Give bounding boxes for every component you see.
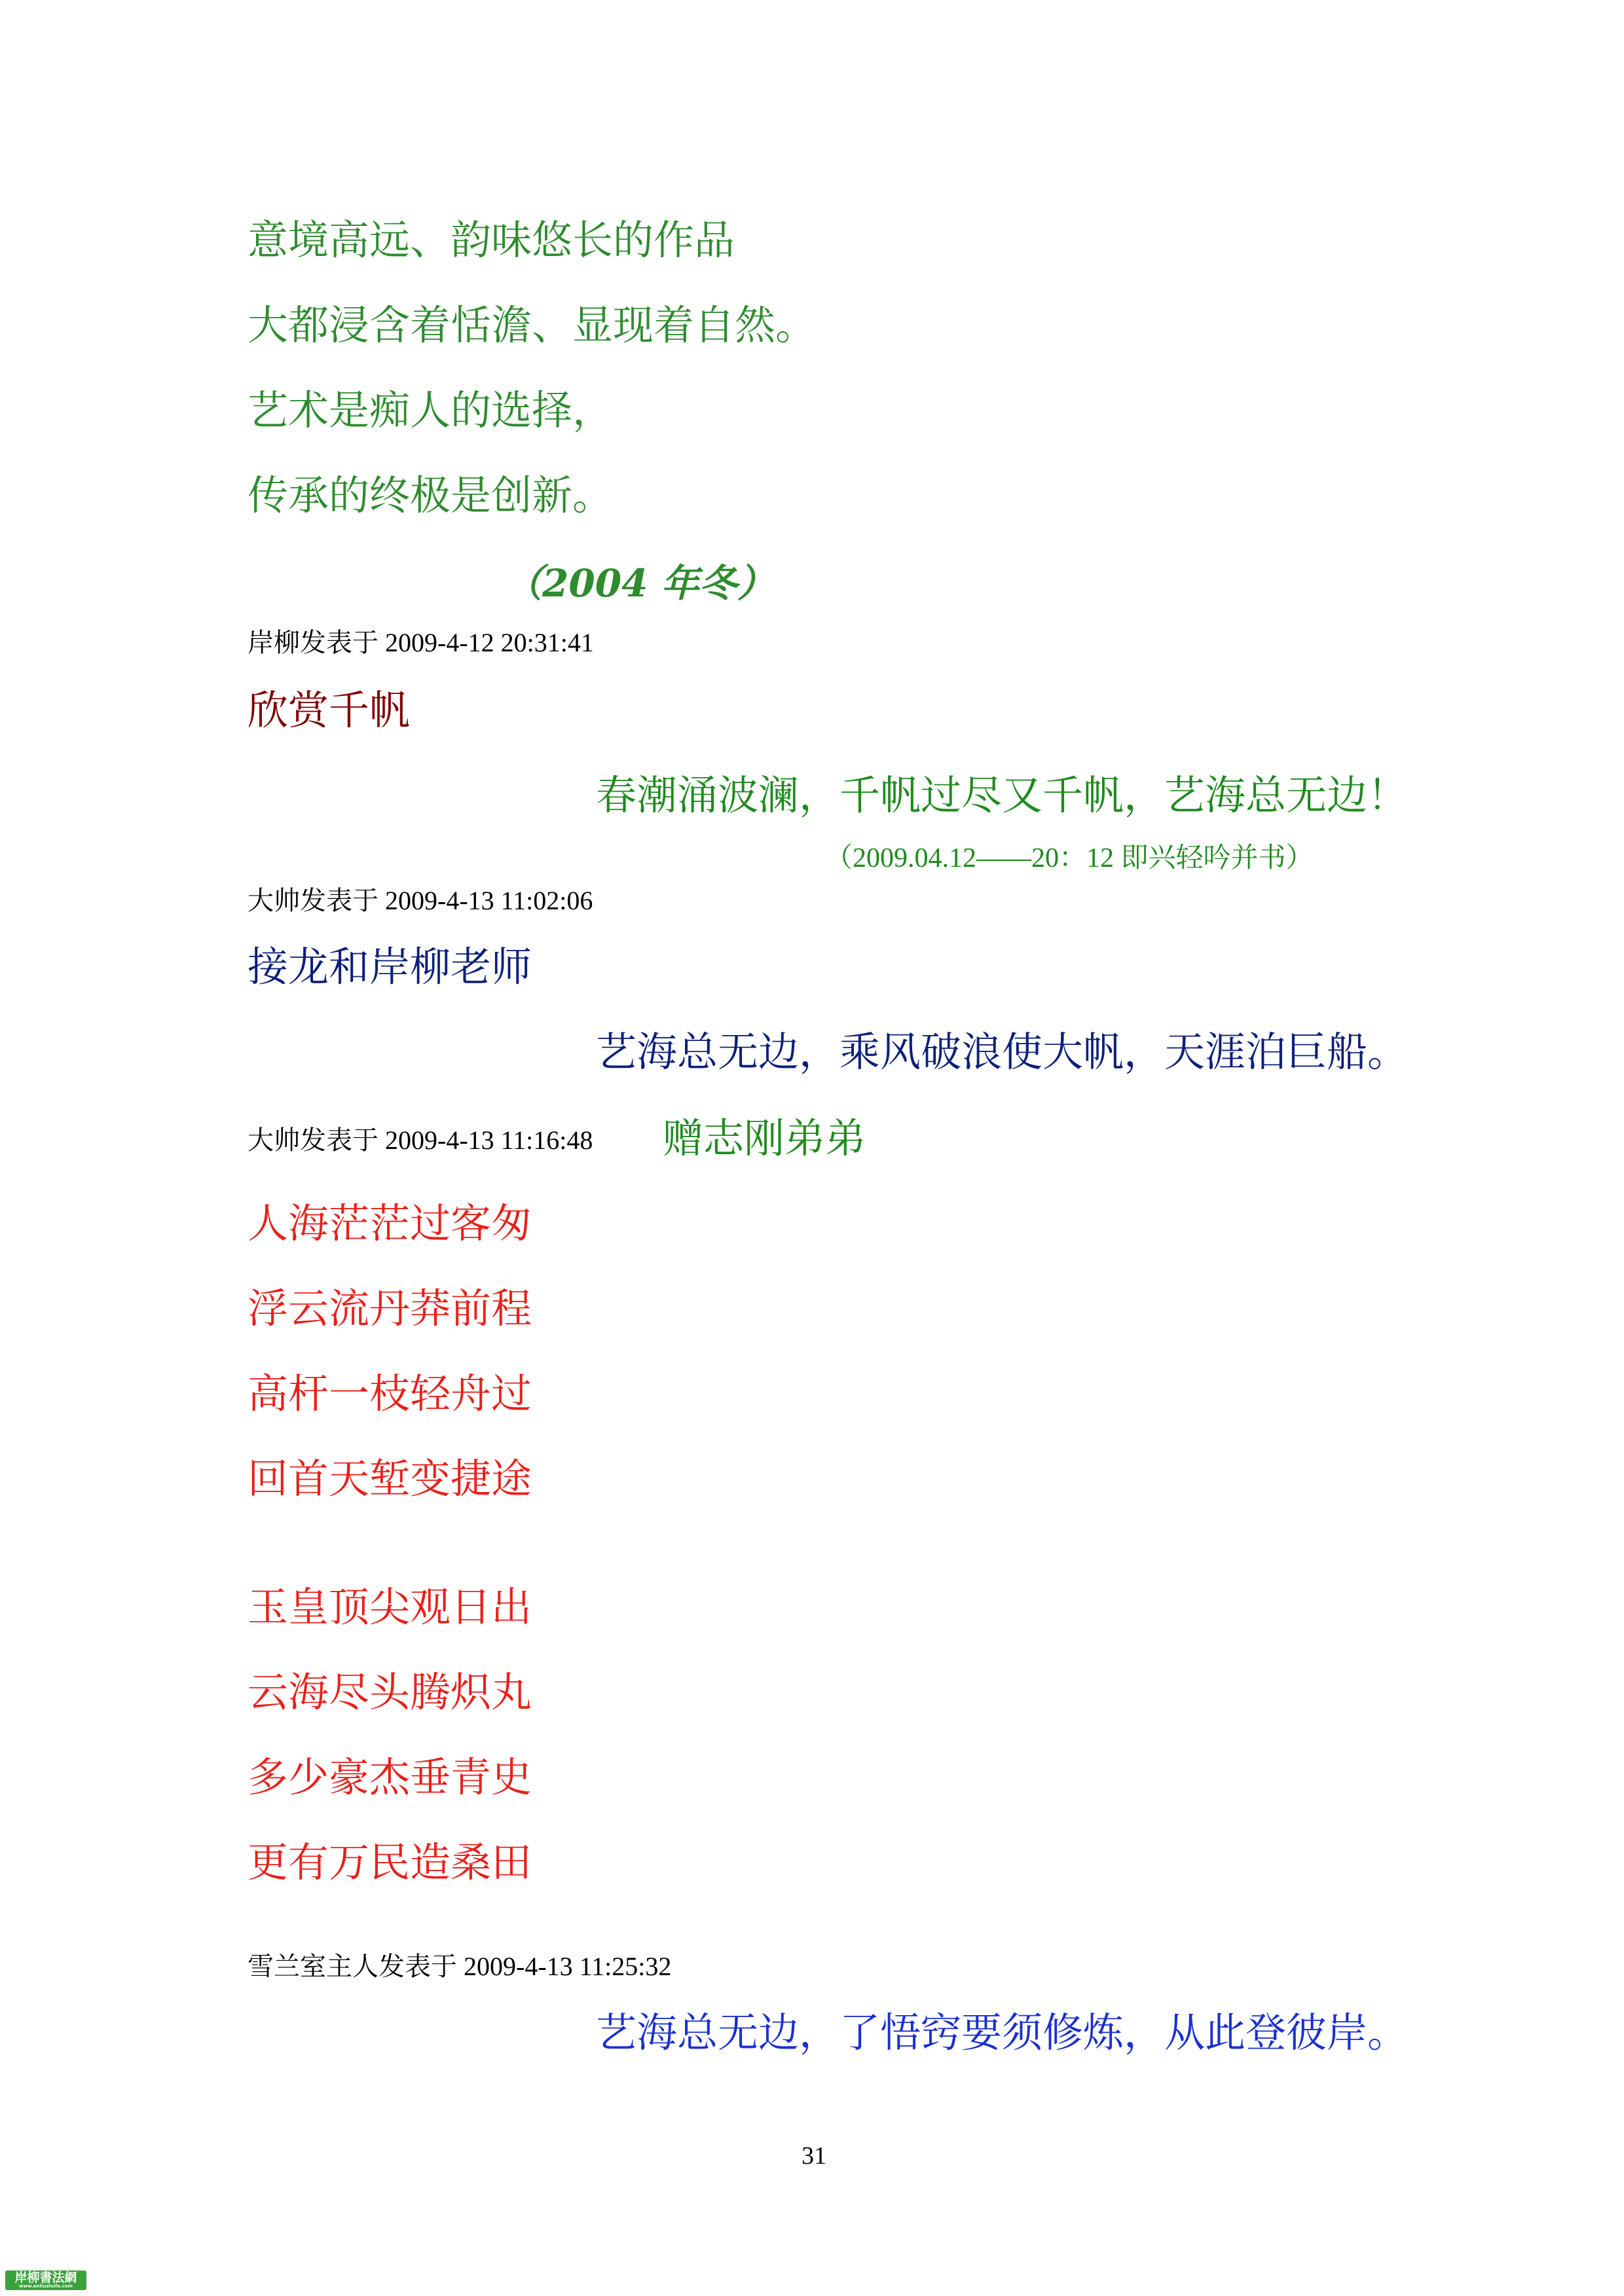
intro-date: （2004 年冬）	[504, 561, 775, 606]
post1-verse: 春潮涌波澜，千帆过尽又千帆，艺海总无边！	[596, 771, 1409, 819]
post3-stanza2-line-4: 更有万民造桑田	[248, 1838, 532, 1886]
intro-line-4: 传承的终极是创新。	[248, 471, 614, 519]
intro-line-1: 意境高远、韵味悠长的作品	[248, 216, 735, 264]
post4-meta: 雪兰室主人发表于 2009-4-13 11:25:32	[248, 1952, 672, 1981]
intro-line-2: 大都浸含着恬澹、显现着自然。	[248, 301, 817, 349]
post3-stanza2-line-3: 多少豪杰垂青史	[248, 1753, 532, 1801]
site-logo	[5, 2270, 86, 2290]
post1-note: （2009.04.12——20：12 即兴轻吟并书）	[825, 843, 1314, 873]
post3-stanza2-line-1: 玉皇顶尖观日出	[248, 1583, 532, 1631]
post3-stanza1-line-4: 回首天堑变捷途	[248, 1455, 532, 1503]
post2-verse: 艺海总无边，乘风破浪使大帆，天涯泊巨船。	[596, 1028, 1409, 1076]
post2-meta: 大帅发表于 2009-4-13 11:02:06	[248, 886, 593, 915]
post1-title: 欣赏千帆	[248, 686, 411, 734]
intro-line-3: 艺术是痴人的选择，	[248, 386, 614, 434]
post3-stanza1-line-3: 高杆一枝轻舟过	[248, 1370, 532, 1417]
post3-stanza2-line-2: 云海尽头腾炽丸	[248, 1668, 532, 1716]
site-logo-url: www.anliushufa.com	[19, 2284, 73, 2289]
site-logo-text: 岸柳書法網	[14, 2270, 77, 2285]
post3-stanza1-line-1: 人海茫茫过客匆	[248, 1199, 532, 1247]
post3-title: 赠志刚弟弟	[663, 1114, 866, 1162]
page-number: 31	[802, 2142, 826, 2170]
post1-meta: 岸柳发表于 2009-4-12 20:31:41	[248, 628, 594, 657]
post3-stanza1-line-2: 浮云流丹莽前程	[248, 1285, 532, 1332]
post3-meta: 大帅发表于 2009-4-13 11:16:48	[248, 1125, 593, 1155]
post2-title: 接龙和岸柳老师	[248, 943, 532, 991]
post4-verse: 艺海总无边，了悟窍要须修炼，从此登彼岸。	[596, 2009, 1409, 2056]
